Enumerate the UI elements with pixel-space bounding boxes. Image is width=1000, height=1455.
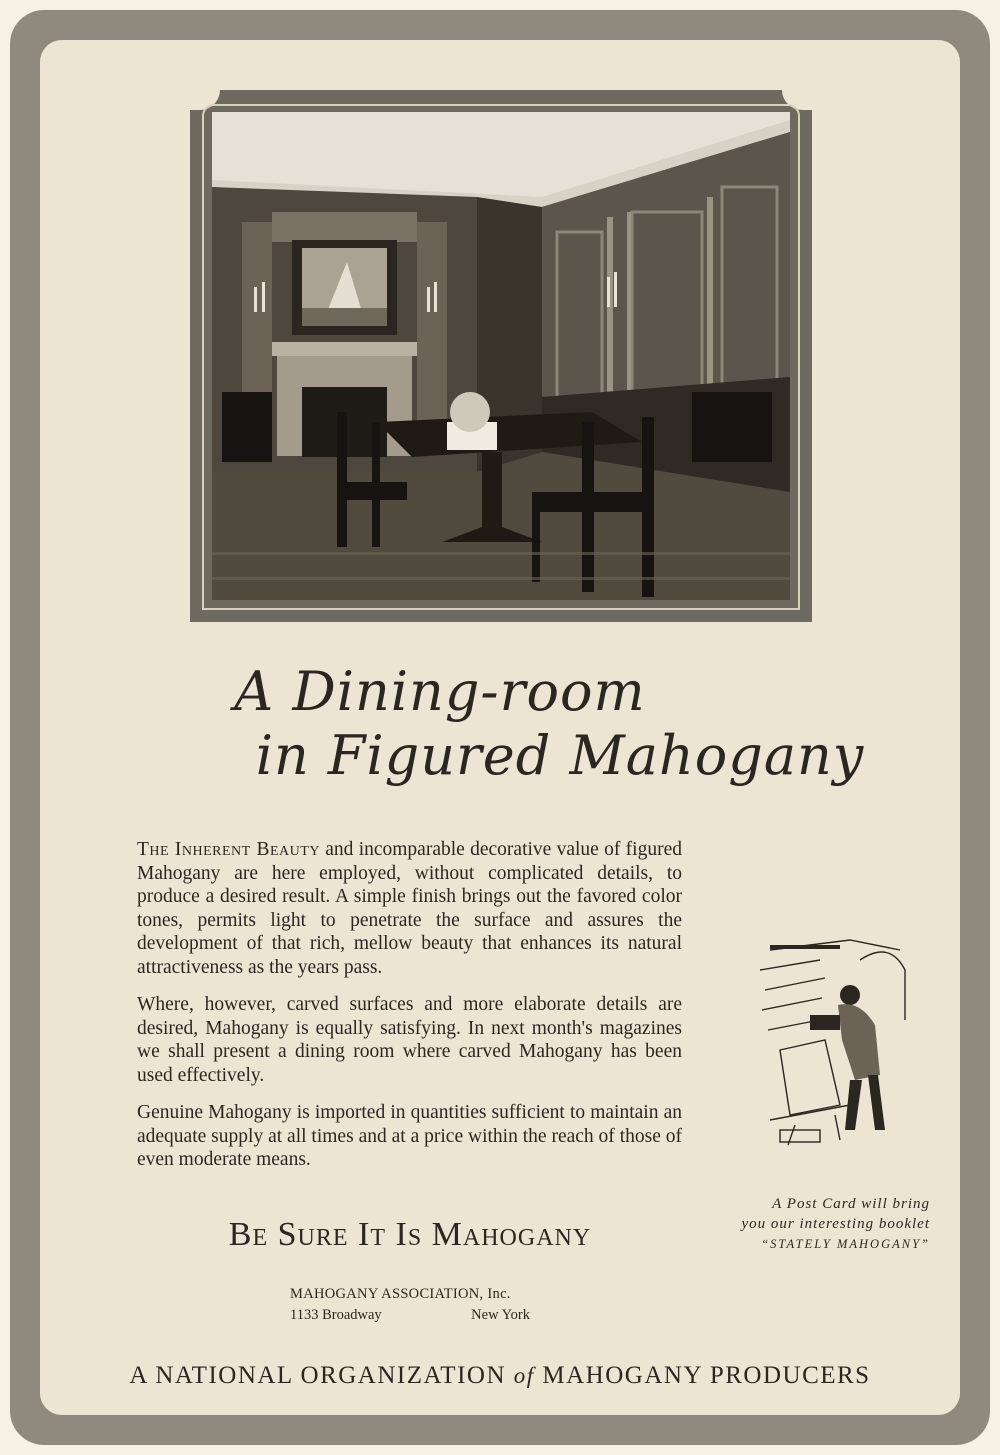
- footer-of: of: [513, 1363, 535, 1388]
- paragraph-1-rest: and incomparable decorative value of figured Mahogany are here employed, without complicated details, to produce a desired result. A simple finish brings out the favored color tones, permits light to penetrate the surface and assures the development of that rich, mellow beauty that enhances its natural attractiveness as the years pass.: [137, 839, 682, 978]
- dining-room-image: [212, 112, 790, 600]
- headline-line-1: A Dining-room: [234, 660, 646, 723]
- association-city: New York: [471, 1307, 530, 1323]
- photo-frame: [190, 90, 812, 622]
- body-copy: [137, 838, 682, 1186]
- footer-part-2: MAHOGANY PRODUCERS: [542, 1362, 871, 1389]
- paragraph-3: Genuine Mahogany is imported in quantities sufficient to maintain an adequate supply at all times and at a price within the reach of those of even moderate means.: [137, 1102, 682, 1170]
- slogan: Be Sure It Is Mahogany: [228, 1216, 592, 1253]
- paragraph-1: [137, 838, 682, 979]
- dining-room-photo: [212, 112, 790, 600]
- headline-line-2: in Figured Mahogany: [255, 724, 865, 787]
- postcard-line-1: A Post Card will bring: [772, 1196, 930, 1212]
- footer-tagline: [0, 1362, 1000, 1390]
- postcard-line-3: “STATELY MAHOGANY”: [761, 1237, 930, 1251]
- postcard-line-2: you our interesting booklet: [741, 1216, 930, 1232]
- paragraph-1-lead: The Inherent Beauty: [137, 839, 320, 860]
- association-street: 1133 Broadway: [290, 1307, 382, 1323]
- postcard-offer: [690, 1194, 930, 1254]
- association-address: [290, 1307, 530, 1324]
- footer-part-1: A NATIONAL ORGANIZATION: [129, 1362, 506, 1389]
- association-name: MAHOGANY ASSOCIATION, Inc.: [290, 1286, 511, 1302]
- craftsman-illustration: [750, 930, 915, 1150]
- paragraph-2: Where, however, carved surfaces and more elaborate details are desired, Mahogany is equally satisfying. In next month's magazines we shall present a dining room where carved Mahogany has been used effectively.: [137, 994, 682, 1086]
